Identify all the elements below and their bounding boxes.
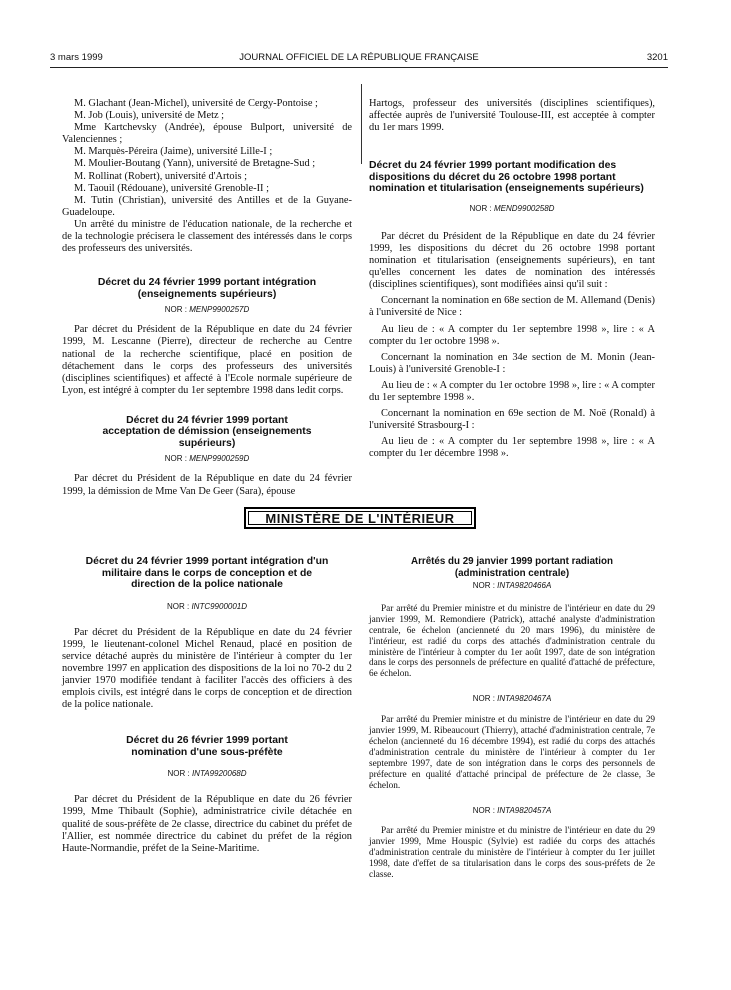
nor-reference: [369, 581, 655, 592]
decree-paragraph: Concernant la nomination en 68e section de M. Allemand (Denis) à l'université de Nice :: [369, 295, 655, 319]
nor-code: INTA9820467A: [497, 694, 552, 704]
nor-label: NOR :: [472, 581, 495, 590]
decree-title: Décret du 24 février 1999 portant acceptation de démission (enseignements supérieurs): [102, 414, 312, 449]
decree-title: Décret du 24 février 1999 portant intégration d'un militaire dans le corps de conception et de direction de la police nationale: [85, 556, 329, 590]
decree-paragraph: Au lieu de : « A compter du 1er septembre 1998 », lire : « A compter du 1er octobre 1998 ».: [369, 323, 655, 347]
list-line: M. Job (Louis), université de Metz ;: [74, 110, 225, 122]
header-journal-title: JOURNAL OFFICIEL DE LA RÉPUBLIQUE FRANÇAISE: [239, 52, 479, 63]
arrete-body: Par arrêté du Premier ministre et du ministre de l'intérieur en date du 29 janvier 1999, M. Ribeaucourt (Thierry), attaché d'administration centrale, 7e échelon (ancienneté du 16 décembre 1994), est radié du corps des attachés d'administration centrale du ministère de l'intérieur à compter du 1er septembre 1997, date de son intégration dans le corps des personnels de préfecture en qualité d'attaché principal de préfecture de 2e classe, 3e échelon.: [369, 715, 655, 791]
decree-paragraph: Concernant la nomination en 69e section de M. Noë (Ronald) à l'université Strasbourg-I :: [369, 408, 655, 432]
nor-label: NOR :: [166, 601, 190, 611]
list-line: M. Taouil (Rédouane), université Grenoble-II ;: [74, 182, 270, 194]
ministry-heading: MINISTÈRE DE L'INTÉRIEUR: [248, 511, 472, 525]
list-line: M. Glachant (Jean-Michel), université de Cergy-Pontoise ;: [74, 98, 318, 109]
nor-reference: [62, 304, 352, 316]
ministry-heading-box: [244, 507, 476, 529]
decree-title: Décret du 26 février 1999 portant nomination d'une sous-préfète: [126, 735, 288, 758]
nor-code: MEND9900258D: [493, 203, 555, 213]
column-divider: [361, 84, 362, 164]
running-header: [50, 52, 668, 66]
list-line: M. Moulier-Boutang (Yann), université de Bretagne-Sud ;: [74, 158, 316, 170]
list-line: Mme Kartchevsky (Andrée), épouse Bulport, université de Valenciennes ;: [62, 122, 352, 146]
nor-code: MENP9900257D: [189, 305, 250, 315]
list-line: M. Tutin (Christian), université des Antilles et de la Guyane-Guadeloupe.: [62, 194, 352, 218]
decree-paragraph: Au lieu de : « A compter du 1er octobre 1998 », lire : « A compter du 1er septembre 1998 ».: [369, 379, 655, 403]
decree-body: Par décret du Président de la République en date du 24 février 1999, M. Lescanne (Pierre), directeur de recherche au Centre national de la recherche scientifique, placé en position de détachement dans le corps des professeurs des universités (disciplines scientifiques) et affecté à l'Ecole normale supérieure de Lyon, est intégré à compter du 1er septembre 1998 dans ledit corps.: [62, 324, 352, 396]
bottom-right-column: [369, 556, 655, 881]
bottom-left-column: [62, 556, 352, 855]
arretes-title: Arrêtés du 29 janvier 1999 portant radiation (administration centrale): [411, 556, 613, 579]
nor-reference: [369, 806, 655, 817]
continuation-paragraph: Hartogs, professeur des universités (disciplines scientifiques), affectée auprès de l'université Toulouse-III, est acceptée à compter du 1er mars 1999.: [369, 98, 655, 134]
decree-paragraph: Concernant la nomination en 34e section de M. Monin (Jean-Louis) à l'université Grenoble-I :: [369, 351, 655, 375]
closing-paragraph: Un arrêté du ministre de l'éducation nationale, de la recherche et de la technologie précisera le classement des intéressés dans le corps des professeurs des universités.: [62, 218, 352, 255]
nor-label: NOR :: [469, 203, 492, 213]
nor-reference: [62, 768, 352, 780]
nor-reference: [369, 203, 655, 215]
decree-title: Décret du 24 février 1999 portant intégration (enseignements supérieurs): [97, 277, 317, 300]
header-page-number: 3201: [646, 52, 668, 63]
decree-paragraph: Par décret du Président de la République en date du 24 février 1999, les dispositions du décret du 26 octobre 1998 portant nomination et titularisation (enseignements supérieurs), en tant qu'elles concernent les dates de nomination des intéressés (disciplines scientifiques), sont modifiées ainsi qu'il suit :: [369, 230, 655, 291]
nor-label: NOR :: [472, 805, 495, 815]
decree-paragraph: Au lieu de : « A compter du 1er septembre 1998 », lire : « A compter du 1er décembre 1998 ».: [369, 436, 655, 460]
nor-code: MENP9900259D: [189, 454, 250, 464]
header-rule: [50, 67, 668, 68]
arrete-body: Par arrêté du Premier ministre et du ministre de l'intérieur en date du 29 janvier 1999, M. Remondiere (Patrick), attaché analyste d'administration centrale, 6e échelon (ancienneté du 20 mars 1996), du ministère de l'intérieur, est radié du corps des attachés d'administration centrale du ministère de l'intérieur à compter du 1er août 1997, date de son intégration dans le corps des personnels de préfecture en qualité d'attaché de préfecture, 6e échelon.: [369, 603, 655, 680]
arrete-body: Par arrêté du Premier ministre et du ministre de l'intérieur en date du 29 janvier 1999, Mme Houspic (Sylvie) est radiée du corps des attachés d'administration centrale du ministère de l'intérieur à compter du 1er juillet 1998, date d'effet de sa titularisation dans le corps des sous-préfets de 2e classe.: [369, 826, 655, 881]
nor-reference: [62, 601, 352, 613]
nor-code: INTA9820466A: [497, 581, 552, 590]
nor-reference: [369, 694, 655, 705]
decree-body: Par décret du Président de la République en date du 24 février 1999, la démission de Mme Van De Geer (Sara), épouse: [62, 473, 352, 497]
nor-code: INTA9820457A: [497, 805, 552, 815]
nor-label: NOR :: [472, 694, 495, 704]
top-right-column: [369, 98, 655, 460]
decree-body: Par décret du Président de la République en date du 26 février 1999, Mme Thibault (Sophie), administratrice civile détachée en qualité de sous-préfète de 2e classe, directrice du cabinet du préfet de l'Allier, est nommée directrice du cabinet du préfet de la région Haute-Normandie, préfet de la Seine-Maritime.: [62, 794, 352, 854]
nor-reference: [62, 453, 352, 465]
nor-code: INTC9900001D: [191, 601, 248, 611]
decree-body: Par décret du Président de la République en date du 24 février 1999, le lieutenant-colonel Michel Renaud, placé en position de service détaché auprès du ministère de l'intérieur à compter du 1er novembre 1997 en application des dispositions de la loi no 70-2 du 2 janvier 1970 modifiée tendant à faciliter l'accès des officiers à des emplois civils, est intégré dans le corps de conception et de direction de la police nationale.: [62, 626, 352, 711]
list-line: M. Marquès-Péreira (Jaime), université Lille-I ;: [74, 146, 273, 158]
header-date: 3 mars 1999: [50, 52, 103, 63]
list-line: M. Rollinat (Robert), université d'Artois ;: [74, 170, 248, 182]
nor-label: NOR :: [164, 454, 187, 464]
decree-title: Décret du 24 février 1999 portant modification des dispositions du décret du 26 octobre 1998 portant nomination et titularisation (enseignements supérieurs): [369, 160, 644, 195]
nor-label: NOR :: [164, 305, 187, 315]
nor-label: NOR :: [167, 769, 190, 779]
top-left-column: [62, 98, 352, 498]
nor-code: INTA9920068D: [191, 769, 247, 779]
